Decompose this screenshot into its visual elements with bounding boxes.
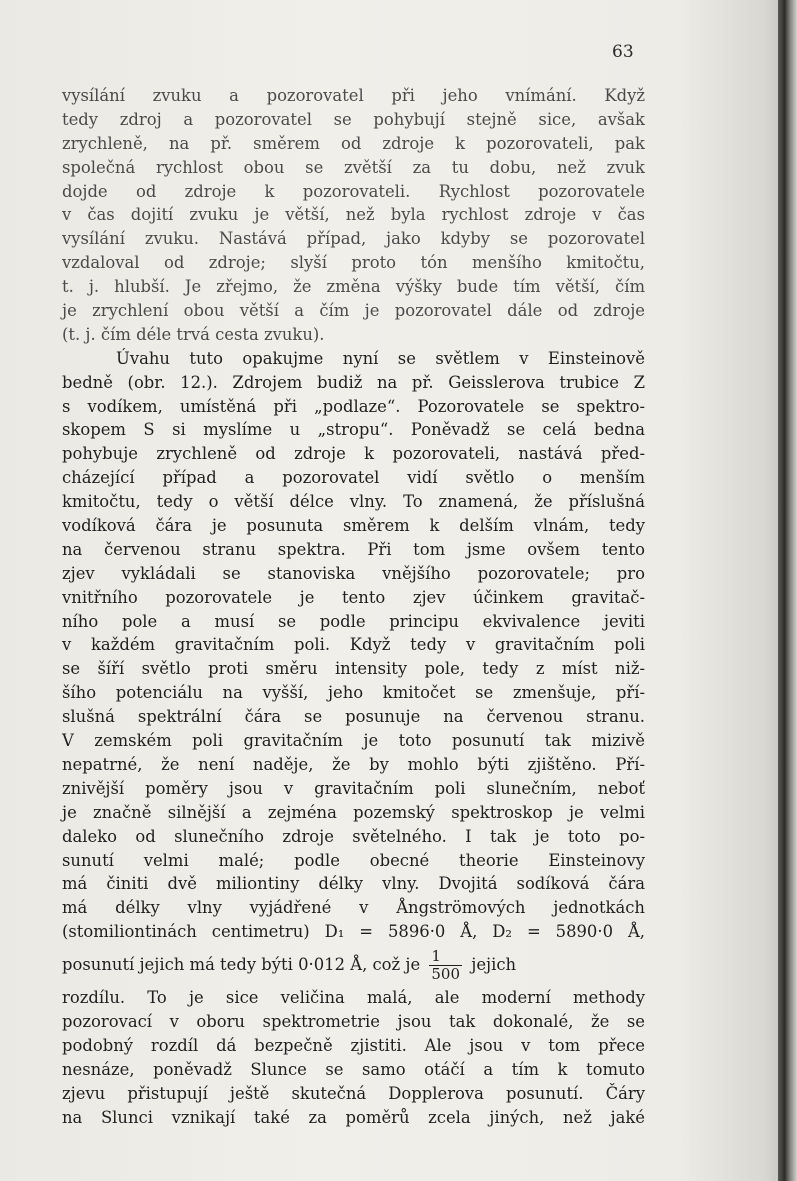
text-line: zrychleně, na př. směrem od zdroje k pozorovateli, pak	[62, 133, 645, 153]
text-line: nepatrné, že není naděje, že by mohlo býti zjištěno. Pří-	[62, 754, 645, 774]
text-line: má činiti dvě miliontiny délky vlny. Dvojitá sodíková čára	[62, 874, 645, 894]
text-line: společná rychlost obou se zvětší za tu dobu, než zvuk	[62, 157, 645, 177]
text-line: vnitřního pozorovatele je tento zjev účinkem gravitač-	[62, 587, 645, 607]
text-line: zjevu přistupují ještě skutečná Dopplerova posunutí. Čáry	[62, 1083, 645, 1103]
text-segment: posunutí jejich má tedy býti 0·012 Å, což je	[62, 955, 421, 975]
text-line: slušná spektrální čára se posunuje na červenou stranu.	[62, 707, 645, 727]
text-line: vysílání zvuku. Nastává případ, jako kdyby se pozorovatel	[62, 229, 645, 249]
text-line: ního pole a musí se podle principu ekvivalence jeviti	[62, 611, 645, 631]
text-line: (t. j. čím déle trvá cesta zvuku).	[62, 324, 325, 344]
text-line: (stomiliontinách centimetru) D₁ = 5896·0 Å, D₂ = 5890·0 Å,	[62, 922, 645, 942]
text-line: dojde od zdroje k pozorovateli. Rychlost pozorovatele	[62, 181, 645, 201]
page-binding-edge	[778, 0, 797, 1181]
text-line: kmitočtu, tedy o větší délce vlny. To znamená, že příslušná	[62, 492, 645, 512]
fraction-denominator: 500	[431, 965, 461, 984]
text-line: podobný rozdíl dá bezpečně zjistiti. Ale jsou v tom přece	[62, 1035, 645, 1055]
fraction	[429, 948, 462, 983]
text-line: v čas dojití zvuku je větší, než byla rychlost zdroje v čas	[62, 205, 645, 225]
text-line: tedy zdroj a pozorovatel se pohybují stejně sice, avšak	[62, 109, 645, 129]
text-line: šího potenciálu na vyšší, jeho kmitočet se zmenšuje, pří-	[62, 683, 645, 703]
text-line: je zrychlení obou větší a čím je pozorovatel dále od zdroje	[62, 301, 645, 321]
text-line: v každém gravitačním poli. Když tedy v gravitačním poli	[62, 635, 645, 655]
text-line: na Slunci vznikají také za poměrů zcela jiných, než jaké	[62, 1107, 645, 1127]
text-line: nesnáze, poněvadž Slunce se samo otáčí a tím k tomuto	[62, 1059, 645, 1079]
text-line: na červenou stranu spektra. Při tom jsme ovšem tento	[62, 539, 645, 559]
text-line: vodíková čára je posunuta směrem k delším vlnám, tedy	[62, 516, 645, 536]
text-line: t. j. hlubší. Je zřejmo, že změna výšky bude tím větší, čím	[62, 277, 645, 297]
text-line: pozorovací v oboru spektrometrie jsou tak dokonalé, že se	[62, 1011, 645, 1031]
text-line: znivější poměry jsou v gravitačním poli slunečním, neboť	[62, 778, 645, 798]
text-line: Úvahu tuto opakujme nyní se světlem v Einsteinově	[116, 348, 645, 368]
text-line: vysílání zvuku a pozorovatel při jeho vnímání. Když	[62, 86, 645, 105]
text-line: skopem S si myslíme u „stropu“. Poněvadž se celá bedna	[62, 420, 645, 440]
text-line: je značně silnější a zejména pozemský spektroskop je velmi	[62, 802, 645, 822]
text-line: bedně (obr. 12.). Zdrojem budiž na př. Geisslerova trubice Z	[62, 372, 645, 392]
text-segment: jejich	[471, 955, 517, 975]
text-line: daleko od slunečního zdroje světelného. I tak je toto po-	[62, 826, 645, 846]
page-number: 63	[612, 42, 634, 62]
text-line: pohybuje zrychleně od zdroje k pozorovateli, nastává před-	[62, 444, 645, 464]
formula-line	[62, 944, 645, 986]
text-line: sunutí velmi malé; podle obecné theorie Einsteinovy	[62, 850, 645, 870]
text-line: vzdaloval od zdroje; slyší proto tón menšího kmitočtu,	[62, 253, 645, 273]
fraction-numerator: 1	[429, 948, 462, 966]
text-line: se šíří světlo proti směru intensity pole, tedy z míst niž-	[62, 659, 645, 679]
text-line: rozdílu. To je sice veličina malá, ale moderní methody	[62, 988, 645, 1008]
text-line: s vodíkem, umístěná při „podlaze“. Pozorovatele se spektro-	[62, 396, 645, 416]
text-line: cházející případ a pozorovatel vidí světlo o menším	[62, 468, 645, 488]
text-line: V zemském poli gravitačním je toto posunutí tak mizivě	[62, 731, 645, 751]
text-line: zjev vykládali se stanoviska vnějšího pozorovatele; pro	[62, 563, 645, 583]
text-line: má délky vlny vyjádřené v Ångströmových jednotkách	[62, 898, 645, 918]
body-text	[62, 84, 645, 1129]
